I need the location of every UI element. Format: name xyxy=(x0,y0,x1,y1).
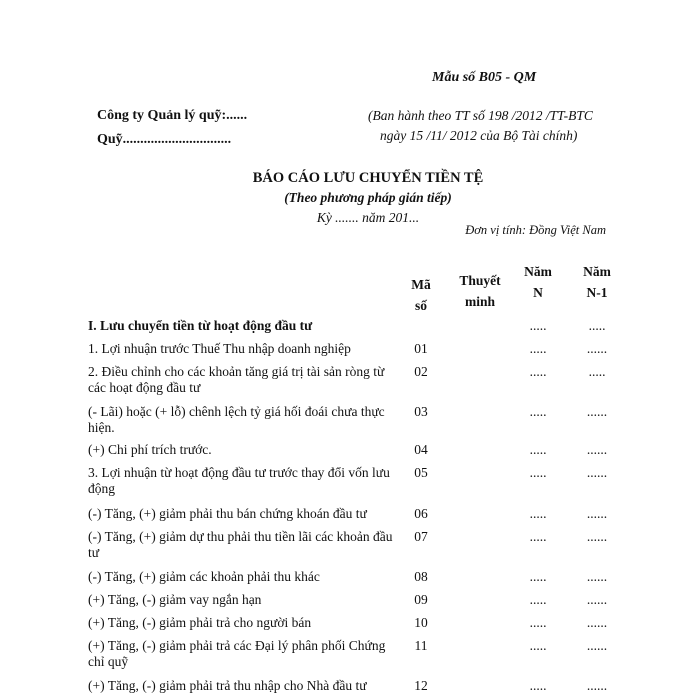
row-code: 06 xyxy=(414,506,428,521)
column-header-note xyxy=(450,270,510,312)
row-value-year-n: ..... xyxy=(529,615,547,630)
row-code: 10 xyxy=(414,615,428,630)
row-value-year-n1: ...... xyxy=(586,442,608,457)
currency-unit: Đơn vị tính: Đồng Việt Nam xyxy=(465,223,606,237)
row-code: 02 xyxy=(414,364,428,379)
row-value-year-n: ..... xyxy=(529,442,547,457)
column-header-year-n-line2: N xyxy=(533,285,543,300)
row-value-year-n1: ...... xyxy=(586,569,608,584)
row-label: (-) Tăng, (+) giảm phải thu bán chứng khoán đầu tư xyxy=(88,506,367,521)
form-code: Mẫu số B05 - QM xyxy=(432,70,537,85)
row-label: 3. Lợi nhuận từ hoạt động đầu tư trước thay đổi vốn lưu động xyxy=(88,465,390,496)
row-label: (+) Tăng, (-) giảm phải trả thu nhập cho Nhà đầu tư xyxy=(88,678,367,693)
fund-line: Quỹ............................... xyxy=(97,132,232,147)
row-label: 2. Điều chỉnh cho các khoản tăng giá trị tài sản ròng từ các hoạt động đầu tư xyxy=(88,364,385,395)
row-value-year-n1: ...... xyxy=(586,341,608,356)
row-label: 1. Lợi nhuận trước Thuế Thu nhập doanh nghiệp xyxy=(88,341,351,356)
row-value-year-n1: ...... xyxy=(586,678,608,693)
company-line: Công ty Quản lý quỹ:...... xyxy=(97,108,248,123)
row-value-year-n: ..... xyxy=(529,638,547,653)
row-code: 07 xyxy=(414,529,428,544)
row-value-year-n: ..... xyxy=(529,465,547,480)
row-label: (+) Chi phí trích trước. xyxy=(88,442,212,457)
row-label: I. Lưu chuyển tiền từ hoạt động đầu tư xyxy=(88,318,313,333)
row-label: (-) Tăng, (+) giảm dự thu phải thu tiền lãi các khoản đầu tư xyxy=(88,529,393,560)
row-code: 12 xyxy=(414,678,428,693)
column-header-year-n xyxy=(518,261,558,303)
column-header-year-n1-line1: Năm xyxy=(583,264,611,279)
row-code: 04 xyxy=(414,442,428,457)
row-value-year-n1: ...... xyxy=(586,615,608,630)
report-title: BÁO CÁO LƯU CHUYỂN TIỀN TỆ xyxy=(252,170,484,186)
row-value-year-n1: ..... xyxy=(588,364,606,379)
column-header-note-line1: Thuyết xyxy=(459,273,501,288)
row-value-year-n1: ...... xyxy=(586,638,608,653)
row-value-year-n: ..... xyxy=(529,529,547,544)
row-label: (+) Tăng, (-) giảm vay ngắn hạn xyxy=(88,592,262,607)
report-subtitle: (Theo phương pháp gián tiếp) xyxy=(284,190,452,205)
row-value-year-n: ..... xyxy=(529,592,547,607)
row-value-year-n1: ..... xyxy=(588,318,606,333)
row-code: 11 xyxy=(414,638,428,653)
row-value-year-n: ..... xyxy=(529,506,547,521)
row-code: 01 xyxy=(414,341,428,356)
column-header-code xyxy=(404,274,438,316)
column-header-note-line2: minh xyxy=(464,294,495,309)
row-label: (-) Tăng, (+) giảm các khoản phải thu khác xyxy=(88,569,320,584)
row-label: (+) Tăng, (-) giảm phải trả cho người bán xyxy=(88,615,312,630)
column-header-year-n1-line2: N-1 xyxy=(586,285,608,300)
row-value-year-n: ..... xyxy=(529,404,547,419)
row-code: 03 xyxy=(414,404,428,419)
column-header-code-line1: Mã xyxy=(411,277,431,292)
row-label: (- Lãi) hoặc (+ lỗ) chênh lệch tỷ giá hối đoái chưa thực hiện. xyxy=(88,404,385,435)
row-value-year-n: ..... xyxy=(529,364,547,379)
row-value-year-n1: ...... xyxy=(586,465,608,480)
row-code: 08 xyxy=(414,569,428,584)
column-header-code-line2: số xyxy=(414,298,427,313)
row-code: 09 xyxy=(414,592,428,607)
row-value-year-n: ..... xyxy=(529,341,547,356)
row-value-year-n1: ...... xyxy=(586,529,608,544)
row-value-year-n: ..... xyxy=(529,318,547,333)
column-header-year-n1 xyxy=(572,261,622,303)
row-value-year-n: ..... xyxy=(529,678,547,693)
issued-note-line1: (Ban hành theo TT số 198 /2012 /TT-BTC xyxy=(368,108,593,123)
row-value-year-n1: ...... xyxy=(586,404,608,419)
row-value-year-n: ..... xyxy=(529,569,547,584)
row-label: (+) Tăng, (-) giảm phải trả các Đại lý phân phối Chứng chỉ quỹ xyxy=(88,638,386,669)
report-period: Kỳ ....... năm 201... xyxy=(316,210,420,225)
issued-note-line2: ngày 15 /11/ 2012 của Bộ Tài chính) xyxy=(380,128,578,143)
row-value-year-n1: ...... xyxy=(586,592,608,607)
row-value-year-n1: ...... xyxy=(586,506,608,521)
row-code: 05 xyxy=(414,465,428,480)
column-header-year-n-line1: Năm xyxy=(524,264,552,279)
